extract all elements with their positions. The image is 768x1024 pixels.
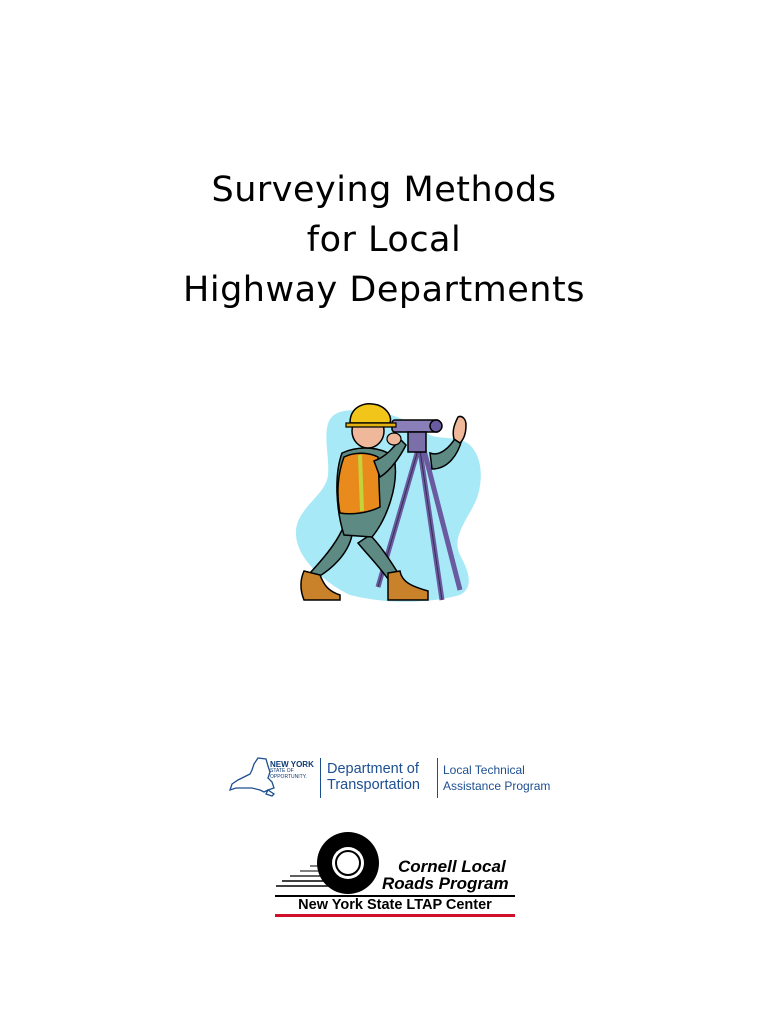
ny-state-name: NEW YORK	[270, 760, 314, 769]
logo-red-rule	[275, 914, 515, 917]
logo-divider	[320, 758, 321, 798]
nysdot-ltap-logo	[228, 752, 568, 802]
dot-line-1: Department of	[327, 761, 419, 777]
title-line-1: Surveying Methods	[211, 170, 557, 210]
dot-line-2: Transportation	[327, 777, 420, 793]
ltap-wordmark	[443, 762, 550, 794]
surveyor-clipart	[290, 395, 490, 605]
cornell-line-1: Cornell Local	[398, 857, 506, 876]
cornell-wordmark	[382, 858, 509, 892]
ltap-line-2: Assistance Program	[443, 779, 551, 793]
cornell-line-2: Roads Program	[382, 874, 509, 893]
ny-state-tag-2: OPPORTUNITY.	[270, 774, 307, 780]
ny-state-tag-1: STATE OF	[270, 768, 294, 774]
surveyor-with-theodolite-icon	[290, 395, 490, 605]
logo-divider	[437, 758, 438, 798]
title-line-3: Highway Departments	[183, 270, 585, 310]
dot-wordmark	[327, 761, 420, 793]
new-york-state-map-icon	[228, 756, 276, 800]
ny-state-wordmark	[270, 761, 314, 780]
cornell-local-roads-logo	[272, 830, 522, 922]
document-title	[0, 165, 768, 315]
title-line-2: for Local	[306, 220, 462, 260]
ltap-line-1: Local Technical	[443, 763, 525, 777]
ltap-center-label: New York State LTAP Center	[298, 897, 492, 913]
